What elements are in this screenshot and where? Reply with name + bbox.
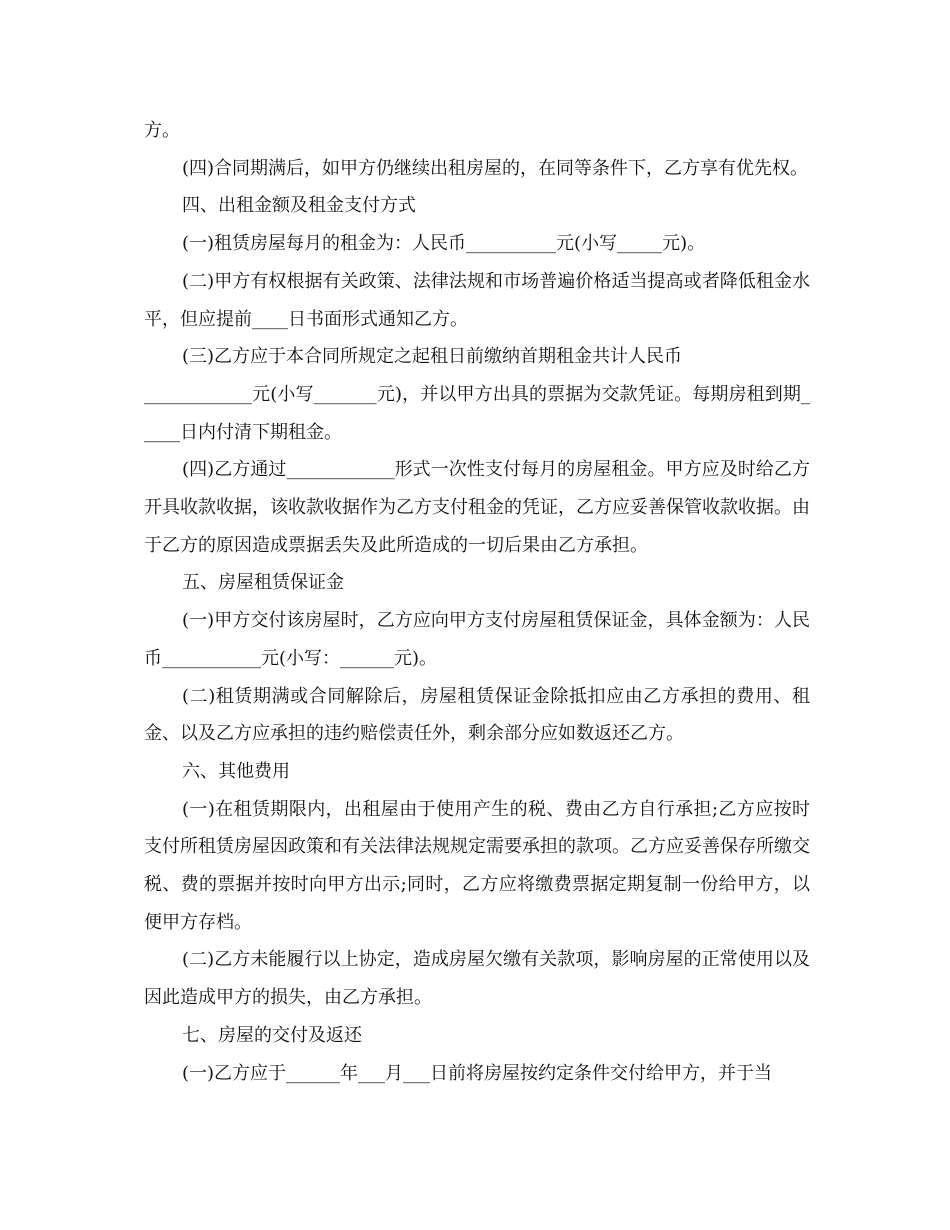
section-heading-rent-payment: 四、出租金额及租金支付方式 <box>182 195 416 217</box>
clause-monthly-rent: (一)租赁房屋每月的租金为：人民币__________元(小写_____元)。 <box>182 233 706 255</box>
clause-first-rent-payment: (三)乙方应于本合同所规定之起租日前缴纳首期租金共计人民币 ____________元(小写_______元)，并以甲方出具的票据为交款凭证。每期房租到期_____日内付清下期租金。 <box>144 346 810 443</box>
clause-payment-method: (四)乙方通过____________形式一次性支付每月的房屋租金。甲方应及时给乙方开具收款收据，该收款收据作为乙方支付租金的凭证，乙方应妥善保管收款收据。由于乙方的原因造成票据丢失及此所造成的一切后果由乙方承担。 <box>144 459 810 556</box>
clause-taxes-fees: (一)在租赁期限内，出租屋由于使用产生的税、费由乙方自行承担;乙方应按时支付所租赁房屋因政策和有关法律法规规定需要承担的款项。乙方应妥善保存所缴交税、费的票据并按时向甲方出示;同时，乙方应将缴费票据定期复制一份给甲方，以便甲方存档。 <box>144 798 810 933</box>
document-body <box>144 112 810 1092</box>
clause-rent-adjustment: (二)甲方有权根据有关政策、法律法规和市场普遍价格适当提高或者降低租金水平，但应提前____日书面形式通知乙方。 <box>144 270 810 330</box>
section-heading-other-fees: 六、其他费用 <box>182 760 290 782</box>
clause-deposit-amount: (一)甲方交付该房屋时，乙方应向甲方支付房屋租赁保证金，具体金额为：人民币___________元(小写：______元)。 <box>144 610 810 669</box>
paragraph-continuation: 方。 <box>144 120 180 141</box>
clause-4-4-renewal-priority: (四)合同期满后，如甲方仍继续出租房屋的，在同等条件下，乙方享有优先权。 <box>182 157 809 179</box>
clause-deposit-return: (二)租赁期满或合同解除后，房屋租赁保证金除抵扣应由乙方承担的费用、租金、以及乙方应承担的违约赔偿责任外，剩余部分应如数返还乙方。 <box>144 685 810 745</box>
clause-unpaid-fees-liability: (二)乙方未能履行以上协定，造成房屋欠缴有关款项，影响房屋的正常使用以及因此造成甲方的损失，由乙方承担。 <box>144 949 810 1009</box>
section-heading-delivery-return: 七、房屋的交付及返还 <box>182 1024 362 1046</box>
section-heading-deposit: 五、房屋租赁保证金 <box>182 572 344 594</box>
clause-delivery-date: (一)乙方应于______年___月___日前将房屋按约定条件交付给甲方，并于当 <box>182 1062 773 1084</box>
